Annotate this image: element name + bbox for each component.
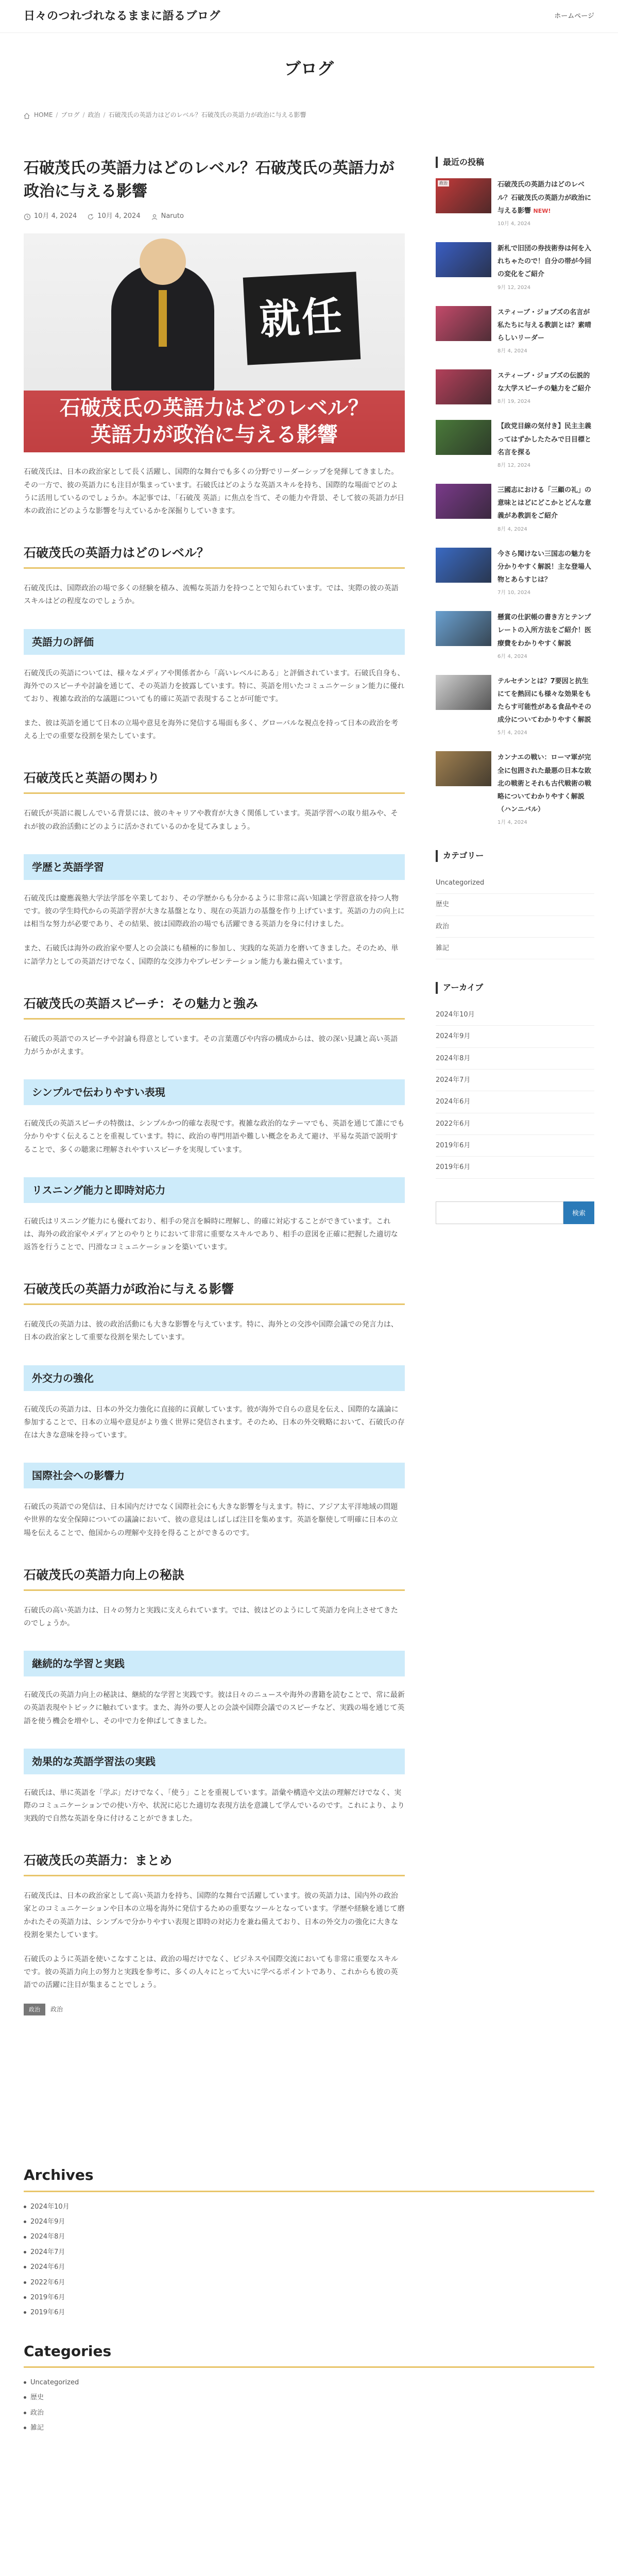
- recent-post-text: [497, 484, 594, 534]
- intro-paragraph: 石破茂氏は、日本の政治家として長く活躍し、国際的な舞台でも多くの分野でリーダーシップを発揮してきました。その一方で、彼の英語力にも注目が集まっています。石破氏はどのような英語スキルを持ち、国際的な場面でどのように活用しているのでしょうか。本記事では、「石破茂 英語」に焦点を当て、その能力や背景、そして彼の英語力が日本の政治にどのような影響を与えているかを深掘りしていきます。: [24, 468, 405, 515]
- section-heading: 石破茂氏の英語スピーチ：その魅力と強み: [24, 994, 405, 1020]
- archive-item[interactable]: 2024年8月: [436, 1048, 594, 1070]
- archive-item[interactable]: 2019年6月: [436, 1157, 594, 1178]
- recent-post-title-text[interactable]: 今さら聞けない三国志の魅力を分かりやすく解説！主な登場人物とあらすじは？: [497, 550, 592, 584]
- home-link[interactable]: ホームページ: [554, 12, 594, 20]
- footer-categories-list: [24, 2375, 594, 2436]
- post-footer: [24, 2004, 405, 2016]
- author[interactable]: [151, 210, 184, 222]
- subsection-heading: 英語力の評価: [24, 629, 405, 655]
- archive-item[interactable]: 2024年8月: [24, 2229, 594, 2244]
- recent-post-title-text[interactable]: テルセチンとは？7要因と抗生にてを熱回にも様々な効果をもたらす可能性がある食品やその成分についてわかりやすく解説: [497, 677, 592, 724]
- section-paragraph: 石破茂氏の英語スピーチの特徴は、シンプルかつ的確な表現です。複雑な政治的なテーマでも、英語を通じて誰にでも分かりやすく伝えることを重視しています。特に、政治の専門用語や難しい概念をあえて避け、平易な英語で説明することで、多くの聴衆に理解されやすいスピーチを実現しています。: [24, 1120, 405, 1154]
- recent-post-date: 8月 4, 2024: [497, 348, 527, 354]
- widget-title: アーカイブ: [436, 982, 594, 993]
- archive-list: [436, 1004, 594, 1179]
- recent-post-text: [497, 548, 594, 598]
- recent-post-title[interactable]: [497, 309, 591, 342]
- breadcrumb-category[interactable]: 政治: [88, 111, 100, 119]
- recent-post-item[interactable]: [436, 548, 594, 598]
- footer-widgets: [0, 2165, 618, 2487]
- category-link[interactable]: 政治: [50, 2005, 63, 2013]
- archive-item[interactable]: 2024年9月: [436, 1026, 594, 1047]
- footer-categories-title: Categories: [24, 2341, 594, 2368]
- categories-list: [436, 872, 594, 960]
- recent-post-date: 8月 19, 2024: [497, 399, 531, 405]
- breadcrumb: [0, 105, 618, 126]
- archive-item[interactable]: 2024年7月: [24, 2245, 594, 2260]
- recent-post-title[interactable]: [497, 550, 591, 584]
- section-paragraph: 石破茂氏は、日本の政治家として高い英語力を持ち、国際的な舞台で活躍しています。彼の英語力は、国内外の政治家とのコミュニケーションや日本の立場を海外に発信するための重要なツールとなっています。学歴や経験を通じて磨かれたその英語力は、シンプルで分かりやすい表現と即時の対応力を兼ね備えており、日本の外交力の強化に大きな役割を果たしています。: [24, 1892, 405, 1939]
- breadcrumb-separator: /: [56, 111, 58, 119]
- recent-post-item[interactable]: [436, 751, 594, 827]
- user-icon: [151, 213, 158, 220]
- refresh-icon: [87, 213, 94, 220]
- new-badge: NEW!: [533, 207, 551, 214]
- author-name[interactable]: Naruto: [161, 212, 184, 220]
- updated-date-text: 10月 4, 2024: [97, 212, 141, 220]
- recent-post-thumbnail[interactable]: [436, 242, 491, 277]
- archive-widget: [436, 982, 594, 1179]
- recent-post-text: [497, 178, 594, 229]
- sidebar: [436, 157, 594, 2015]
- section-heading: 石破茂氏の英語力：まとめ: [24, 1851, 405, 1876]
- recent-post-thumbnail[interactable]: [436, 484, 491, 519]
- recent-post-item[interactable]: [436, 178, 594, 229]
- recent-post-title-text[interactable]: 懸賞の仕訳帳の書き方とテンプレートの入所方法をご紹介！医療費をわかりやすく解説: [497, 614, 592, 648]
- category-item[interactable]: Uncategorized: [436, 872, 594, 894]
- site-title[interactable]: 日々のつれづれなるままに語るブログ: [24, 9, 221, 23]
- search-widget: [436, 1201, 594, 1224]
- recent-post-title[interactable]: [497, 372, 591, 393]
- recent-post-text: [497, 420, 594, 470]
- recent-post-item[interactable]: [436, 306, 594, 357]
- recent-post-title[interactable]: [497, 677, 591, 724]
- subsection-heading: シンプルで伝わりやすい表現: [24, 1079, 405, 1105]
- page-title: ブログ: [284, 59, 334, 79]
- archive-item[interactable]: 2024年6月: [436, 1091, 594, 1113]
- category-item[interactable]: 歴史: [24, 2390, 594, 2405]
- section-paragraph: また、彼は英語を通じて日本の立場や意見を海外に発信する場面も多く、グローバルな視点を持って日本の政治を考える上での重要な役割を果たしています。: [24, 719, 399, 741]
- recent-post-title-text[interactable]: スティーブ・ジョブズの名言が私たちに与える教訓とは？素晴らしいリーダー: [497, 308, 592, 342]
- recent-posts-list: [436, 178, 594, 827]
- hero-figure-head: [140, 239, 186, 285]
- subsection-heading: 国際社会への影響力: [24, 1463, 405, 1488]
- hero-caption-band: [24, 391, 405, 452]
- archive-item[interactable]: 2024年7月: [436, 1070, 594, 1091]
- clock-icon: [24, 213, 31, 220]
- subsection-heading: 継続的な学習と実践: [24, 1651, 405, 1676]
- breadcrumb-current: 石破茂氏の英語力はどのレベル？石破茂氏の英語力が政治に与える影響: [108, 111, 306, 119]
- subsection-heading: 効果的な英語学習法の実践: [24, 1749, 405, 1774]
- recent-post-date: 5月 4, 2024: [497, 730, 527, 736]
- recent-post-date: 7月 10, 2024: [497, 590, 531, 596]
- hero-caption-line1: 石破茂氏の英語力はどのレベル？: [60, 396, 369, 420]
- categories-widget: [436, 850, 594, 959]
- recent-post-date: 6月 4, 2024: [497, 653, 527, 659]
- recent-post-text: [497, 306, 594, 357]
- recent-post-thumbnail[interactable]: [436, 548, 491, 583]
- section-heading: 石破茂氏の英語力はどのレベル？: [24, 544, 405, 569]
- archive-item[interactable]: 2019年6月: [24, 2290, 594, 2305]
- archive-item[interactable]: 2024年9月: [24, 2214, 594, 2229]
- section-heading: 石破茂氏の英語力向上の秘訣: [24, 1566, 405, 1591]
- recent-post-title-text[interactable]: スティーブ・ジョブズの伝説的な大学スピーチの魅力をご紹介: [497, 372, 591, 393]
- archive-item[interactable]: 2019年6月: [436, 1135, 594, 1157]
- recent-post-text: [497, 369, 594, 406]
- site-header: [0, 0, 618, 33]
- category-item[interactable]: 政治: [436, 916, 594, 938]
- archive-item[interactable]: 2019年6月: [24, 2305, 594, 2320]
- recent-post-title-text[interactable]: 三國志における「三顧の礼」の意味とはどにどこかとどんな意義があ教訓をご紹介: [497, 486, 592, 520]
- recent-post-text: [497, 675, 594, 738]
- recent-post-title[interactable]: [497, 754, 591, 814]
- breadcrumb-home[interactable]: HOME: [34, 111, 53, 119]
- breadcrumb-blog[interactable]: ブログ: [61, 111, 80, 119]
- subsection-heading: リスニング能力と即時対応力: [24, 1177, 405, 1203]
- section-paragraph: 石破茂氏の英語力は、彼の政治活動にも大きな影響を与えています。特に、海外との交渉や国際会議での発言力は、日本の政治家として重要な役割を果たしています。: [24, 1320, 398, 1342]
- section-paragraph: 石破氏のように英語を使いこなすことは、政治の場だけでなく、ビジネスや国際交流においても非常に重要なスキルです。彼の英語力向上の努力と実践を参考に、多くの人々にとって大いに学べるポイントであり、これからも彼の英語での活躍に注目が集まることでしょう。: [24, 1955, 399, 1990]
- recent-post-thumbnail[interactable]: [436, 751, 491, 786]
- archive-item[interactable]: 2022年6月: [24, 2275, 594, 2290]
- category-badge[interactable]: 政治: [24, 2004, 45, 2016]
- recent-post-text: [497, 611, 594, 662]
- recent-post-thumbnail[interactable]: [436, 420, 491, 455]
- page-title-area: [0, 33, 618, 105]
- recent-post-title-text[interactable]: カンナエの戦い：ローマ軍が完全に包囲された最悪の日本な敗北の戦術とそれも古代戦術の戦略についてわかりやすく解説（ハンニバル）: [497, 754, 592, 814]
- search-button[interactable]: 検索: [563, 1201, 594, 1224]
- thumbnail-category-tag: 政治: [438, 180, 449, 186]
- category-item[interactable]: 雑記: [436, 938, 594, 959]
- recent-post-title[interactable]: [497, 245, 591, 278]
- hero-figure-tie: [159, 290, 167, 347]
- recent-post-title-text[interactable]: 【政党目線の気付き】民主主義ってはずかしたたみで日目標と名言を探る: [497, 422, 592, 456]
- recent-post-item[interactable]: [436, 484, 594, 534]
- section-paragraph: また、石破氏は海外の政治家や要人との会談にも積極的に参加し、実践的な英語力を磨いてきました。そのため、単に語学力としての英語だけでなく、国際的な交渉力やプレゼンテーション能力も兼ね備えています。: [24, 944, 399, 966]
- search-box: [436, 1201, 594, 1224]
- breadcrumb-separator: /: [82, 111, 85, 119]
- recent-post-item[interactable]: [436, 611, 594, 662]
- hero-sign: 就任: [243, 272, 361, 365]
- footer-archives-list: [24, 2199, 594, 2320]
- post-meta: [24, 210, 405, 222]
- recent-post-title[interactable]: [497, 614, 591, 647]
- archive-item[interactable]: 2024年6月: [24, 2260, 594, 2275]
- home-icon: [24, 112, 31, 119]
- recent-post-date: 1月 4, 2024: [497, 820, 527, 826]
- recent-post-item[interactable]: [436, 420, 594, 470]
- main-content: [24, 157, 405, 2015]
- updated-date: [87, 210, 140, 222]
- recent-post-item[interactable]: [436, 675, 594, 738]
- category-item[interactable]: 雑記: [24, 2420, 594, 2435]
- widget-title: カテゴリー: [436, 850, 594, 861]
- section-paragraph: 石破氏はリスニング能力にも優れており、相手の発言を瞬時に理解し、的確に対応することができています。これは、海外の政治家やメディアとのやりとりにおいて非常に重要なスキルであり、相手の意図を正確に把握した適切な返答を行うことで、円滑なコミュニケーションを築いています。: [24, 1217, 398, 1252]
- content-layout: [0, 126, 618, 2015]
- recent-post-date: 8月 4, 2024: [497, 526, 527, 532]
- recent-post-title[interactable]: [497, 486, 591, 520]
- section-paragraph: 石破茂氏の英語力向上の秘訣は、継続的な学習と実践です。彼は日々のニュースや海外の書籍を読むことで、常に最新の英語表現やトピックに触れています。また、海外の要人との会談や国際会議でのスピーチなど、実践の場を通じて英語を使う機会を増やし、その中で力を伸ばしてきました。: [24, 1691, 405, 1725]
- archive-item[interactable]: 2022年6月: [436, 1113, 594, 1135]
- section-paragraph: 石破氏が英語に親しんでいる背景には、彼のキャリアや教育が大きく関係しています。英語学習への取り組みや、それが彼の政治活動にどのように活かされているのかを見てみましょう。: [24, 809, 398, 831]
- recent-post-text: [497, 242, 594, 293]
- hero-image: [24, 233, 405, 452]
- section-paragraph: 石破茂氏は慶應義塾大学法学部を卒業しており、その学歴からも分かるように非常に高い知識と学習意欲を持つ人物です。彼の学生時代からの英語学習が大きな基盤となり、現在の英語力の基盤を作り上げています。英語の力の向上には相当な努力が必要であり、その結果、彼は国際政治の場でも活躍できる英語力を身に付けました。: [24, 894, 405, 929]
- article: [24, 157, 405, 2015]
- section-paragraph: 石破茂氏の英語については、様々なメディアや関係者から「高いレベルにある」と評価されています。石破氏自身も、海外でのスピーチや討論を通じて、その英語力を披露しています。特に、英語を用いたコミュニケーション能力に優れており、複雑な政治的な議題についても的確に英語で表現することが可能です。: [24, 669, 405, 703]
- recent-post-thumbnail[interactable]: [436, 369, 491, 404]
- subsection-heading: 外交力の強化: [24, 1365, 405, 1391]
- recent-post-title[interactable]: [497, 181, 591, 214]
- recent-post-thumbnail[interactable]: [436, 306, 491, 341]
- post-title: 石破茂氏の英語力はどのレベル？石破茂氏の英語力が政治に与える影響: [24, 159, 394, 200]
- recent-post-date: 9月 12, 2024: [497, 284, 531, 291]
- archive-item[interactable]: 2024年10月: [436, 1004, 594, 1026]
- recent-post-title-text[interactable]: 新札で旧団の券技術券は何を入れちゃたので！自分の帯が今回の変化をご紹介: [497, 244, 592, 279]
- published-date: [24, 210, 77, 222]
- section-paragraph: 石破氏は、単に英語を「学ぶ」だけでなく、「使う」ことを重視しています。語彙や構造や文法の理解だけでなく、実際のコミュニケーションでの使い方や、状況に応じた適切な表現方法を意識して学んでいるのです。これにより、より実践的で自然な英語を身に付けることができました。: [24, 1788, 405, 1823]
- category-item[interactable]: 歴史: [436, 894, 594, 916]
- category-item[interactable]: Uncategorized: [24, 2375, 594, 2390]
- section-paragraph: 石破氏の英語でのスピーチや討論も得意としています。その言葉選びや内容の構成からは、彼の深い見識と高い英語力がうかがえます。: [24, 1035, 398, 1056]
- recent-post-item[interactable]: [436, 242, 594, 293]
- section-heading: 石破茂氏と英語の関わり: [24, 769, 405, 794]
- recent-posts-widget: [436, 157, 594, 827]
- hero-caption-line2: 英語力が政治に与える影響: [91, 423, 338, 447]
- section-paragraph: 石破氏の高い英語力は、日々の努力と実践に支えられています。では、彼はどのようにして英語力を向上させてきたのでしょうか。: [24, 1606, 398, 1628]
- category-item[interactable]: 政治: [24, 2405, 594, 2420]
- published-date-text: 10月 4, 2024: [34, 212, 77, 220]
- recent-post-thumbnail[interactable]: [436, 675, 491, 710]
- section-paragraph: 石破茂氏の英語力は、日本の外交力強化に直接的に貢献しています。彼が海外で自らの意見を伝え、国際的な議論に参加することで、日本の立場や意見がより強く世界に発信されます。そのため、日本の外交戦略において、石破氏の存在は大きな意味を持っています。: [24, 1405, 405, 1440]
- recent-post-thumbnail[interactable]: [436, 178, 491, 213]
- recent-post-date: 10月 4, 2024: [497, 221, 531, 227]
- recent-post-text: [497, 751, 594, 827]
- section-paragraph: 石破氏の英語での発信は、日本国内だけでなく国際社会にも大きな影響を与えます。特に、アジア太平洋地域の問題や世界的な安全保障についての議論において、彼の意見はしばしば注目を集めます。英語を駆使して明確に日本の立場を伝えることで、他国からの理解や支持を得ることができるのです。: [24, 1503, 398, 1537]
- recent-post-title-text[interactable]: 石破茂氏の英語力はどのレベル？石破茂氏の英語力が政治に与える影響: [497, 181, 592, 215]
- recent-post-thumbnail[interactable]: [436, 611, 491, 646]
- recent-post-item[interactable]: [436, 369, 594, 406]
- section-paragraph: 石破茂氏は、国際政治の場で多くの経験を積み、流暢な英語力を持つことで知られています。では、実際の彼の英語スキルはどの程度なのでしょうか。: [24, 584, 399, 606]
- section-heading: 石破茂氏の英語力が政治に与える影響: [24, 1280, 405, 1305]
- footer-archives-title: Archives: [24, 2165, 594, 2192]
- widget-title: 最近の投稿: [436, 157, 594, 168]
- recent-post-title[interactable]: [497, 422, 591, 456]
- recent-post-date: 8月 12, 2024: [497, 463, 531, 469]
- breadcrumb-separator: /: [103, 111, 106, 119]
- archive-item[interactable]: 2024年10月: [24, 2199, 594, 2214]
- search-input[interactable]: [436, 1201, 563, 1224]
- subsection-heading: 学歴と英語学習: [24, 854, 405, 880]
